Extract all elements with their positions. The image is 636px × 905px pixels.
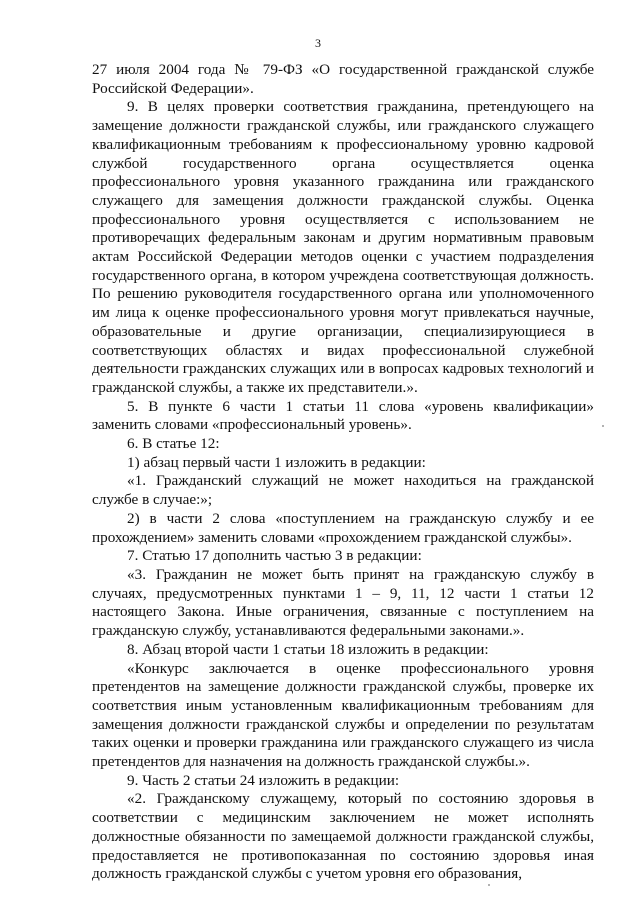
- scan-speck: [602, 425, 604, 427]
- paragraph-item-6-article-12: 6. В статье 12:: [127, 435, 220, 453]
- paragraph-subitem-1-first-indent: 1) абзац первый части 1 изложить в редакции:: [127, 453, 426, 471]
- paragraph-subitem-2-part-2: 2) в части 2 слова «поступлением на гражданскую службу и ее прохождением» заменить словами «прохождением гражданской службы».: [92, 509, 594, 546]
- paragraph-item-9-assessment: 9. В целях проверки соответствия гражданина, претендующего на замещение должности гражданской службы, или гражданского служащего квалификационным требованиям к профессиональному уровню кадровой службой государственного органа осуществляется оценка профессионального уровня указанного гражданина или гражданского служащего для замещения должности гражданской службы. Оценка профессионального уровня осуществляется с использованием не противоречащих федеральным законам и другим нормативным правовым актам Российской Федерации методов оценки с участием подразделения государственного органа, в котором учреждена соответствующая должность. По решению руководителя государственного органа или уполномоченного им лица к оценке профессионального уровня могут привлекаться научные, образовательные и другие организации, специализирующиеся в соответствующих областях и видах профессиональной служебной деятельности гражданских служащих или в вопросах кадровых технологий и гражданской службы, а также их представители.».: [92, 98, 594, 396]
- paragraph-quote-citizen-not-admitted: «3. Гражданин не может быть принят на гражданскую службу в случаях, предусмотренных пунктами 1 – 9, 11, 12 части 1 статьи 12 настоящего Закона. Иные ограничения, связанные с поступлением на гражданскую службу, устанавливаются федеральными законами.».: [92, 565, 594, 640]
- paragraph-law-reference-continuation: 27 июля 2004 года № 79-ФЗ «О государственной гражданской службе Российской Федерации».: [92, 61, 594, 97]
- page-number: 3: [315, 36, 321, 50]
- paragraph-item-9-article-24: 9. Часть 2 статьи 24 изложить в редакции:: [127, 771, 400, 789]
- paragraph-quote-health-transfer: «2. Гражданскому служащему, который по состоянию здоровья в соответствии с медицинским заключением не может исполнять должностные обязанности по замещаемой должности гражданской службы, предоставляется не противопоказанная по состоянию здоровья иная должность гражданской службы с учетом уровня его образования,: [92, 790, 594, 883]
- paragraph-quote-competition: «Конкурс заключается в оценке профессионального уровня претендентов на замещение должности гражданской службы, проверке их соответствия иным установленным квалификационным требованиям для замещения должности гражданской службы и определении по результатам таких оценки и проверки гражданина или гражданского служащего из числа претендентов для назначения на должность гражданской службы.».: [92, 659, 594, 771]
- paragraph-item-7-article-17: 7. Статью 17 дополнить частью 3 в редакции:: [127, 547, 422, 565]
- paragraph-item-5-article-11: 5. В пункте 6 части 1 статьи 11 слова «уровень квалификации» заменить словами «профессиональный уровень».: [92, 397, 594, 434]
- document-body: [92, 61, 594, 884]
- paragraph-quote-civil-servant: «1. Гражданский служащий не может находиться на гражданской службе в случае:»;: [92, 472, 594, 509]
- paragraph-item-8-article-18: 8. Абзац второй части 1 статьи 18 изложить в редакции:: [127, 640, 489, 658]
- scan-speck: [488, 884, 490, 886]
